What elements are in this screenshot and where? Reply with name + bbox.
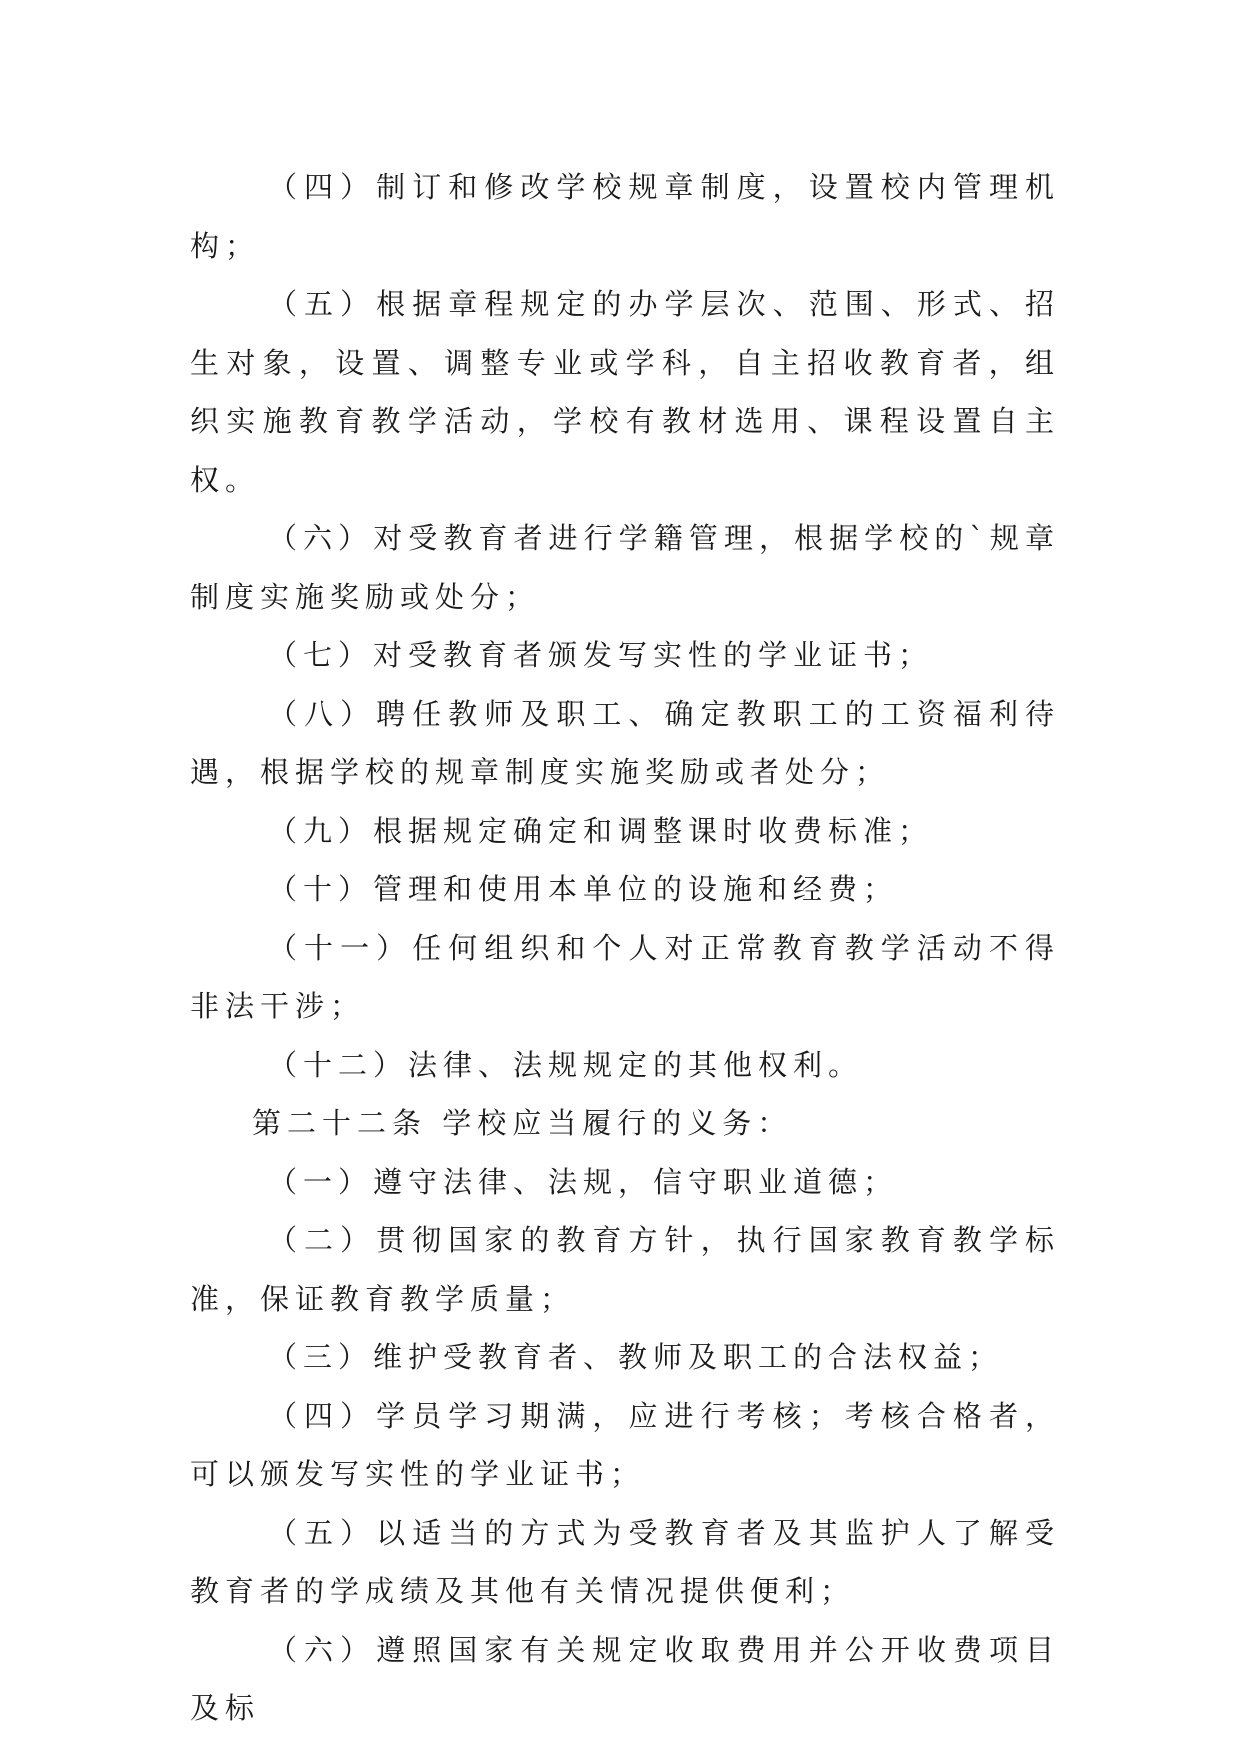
paragraph-item-4: （四）制订和修改学校规章制度，设置校内管理机构； [190, 170, 1060, 263]
obligation-item-6: （六）遵照国家有关规定收取费用并公开收费项目及标 [190, 1632, 1060, 1725]
paragraph-item-12: （十二）法律、法规规定的其他权利。 [268, 1047, 864, 1082]
document-body [190, 158, 1060, 1738]
obligation-item-5: （五）以适当的方式为受教育者及其监护人了解受教育者的学成绩及其他有关情况提供便利； [190, 1515, 1060, 1608]
obligation-item-4: （四）学员学习期满，应进行考核；考核合格者，可以颁发写实性的学业证书； [190, 1398, 1060, 1491]
paragraph-item-10: （十）管理和使用本单位的设施和经费； [268, 872, 899, 906]
paragraph-item-6: （六）对受教育者进行学籍管理，根据学校的`规章制度实施奖励或处分； [190, 521, 1060, 614]
obligation-item-2: （二）贯彻国家的教育方针，执行国家教育教学标准，保证教育教学质量； [190, 1223, 1060, 1316]
paragraph-item-11: （十一）任何组织和个人对正常教育教学活动不得非法干涉； [190, 930, 1060, 1023]
obligation-item-1: （一）遵守法律、法规，信守职业道德； [268, 1164, 899, 1199]
paragraph-item-5: （五）根据章程规定的办学层次、范围、形式、招生对象，设置、调整专业或学科，自主招收教育者，组织实施教育教学活动，学校有教材选用、课程设置自主权。 [190, 287, 1060, 497]
paragraph-item-8: （八）聘任教师及职工、确定教职工的工资福利待遇，根据学校的规章制度实施奖励或者处分； [190, 696, 1060, 789]
obligation-item-3: （三）维护受教育者、教师及职工的合法权益； [268, 1340, 1004, 1374]
paragraph-item-7: （七）对受教育者颁发写实性的学业证书； [268, 638, 934, 672]
article-heading-22: 第二十二条 学校应当履行的义务： [252, 1106, 793, 1140]
paragraph-item-9: （九）根据规定确定和调整课时收费标准； [268, 813, 934, 848]
